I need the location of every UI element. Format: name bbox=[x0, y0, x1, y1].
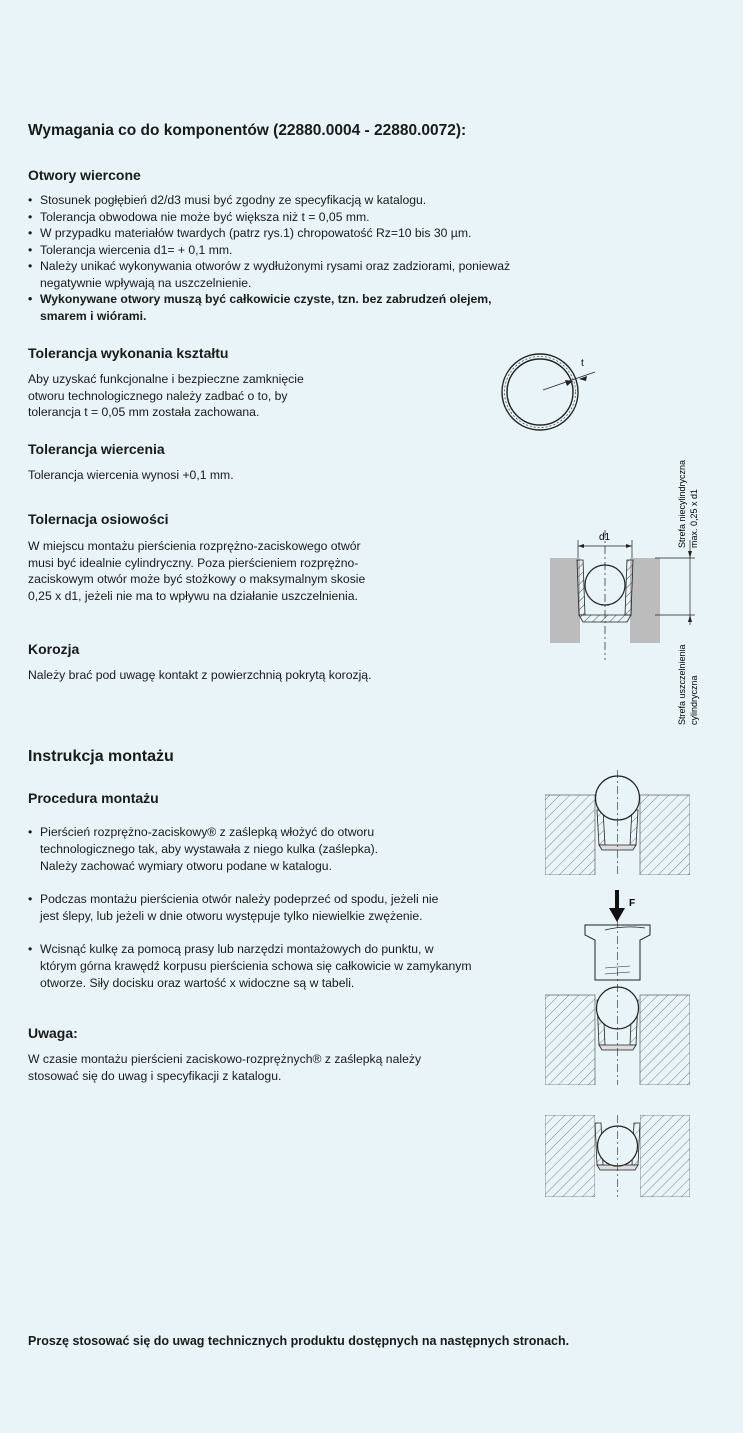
note-heading: Uwaga: bbox=[28, 1025, 78, 1041]
list-item: • Stosunek pogłębień d2/d3 musi być zgodny ze specyfikacją w katalogu. bbox=[28, 192, 548, 209]
holes-heading: Otwory wiercone bbox=[28, 167, 141, 183]
note-text: W czasie montażu pierścieni zaciskowo-rozprężnych® z zaślepką należy stosować się do uwag i specyfikacji z katalogu. bbox=[28, 1052, 422, 1083]
t-label: t bbox=[581, 358, 584, 369]
footer-note: Proszę stosować się do uwag technicznych produktu dostępnych na następnych stronach. bbox=[28, 1334, 570, 1348]
drill-tolerance-text: Tolerancja wiercenia wynosi +0,1 mm. bbox=[28, 468, 234, 482]
max-skew-label: max. 0,25 x d1 bbox=[689, 488, 699, 548]
seal-zone-label: Strefa uszczelnienia bbox=[677, 644, 687, 725]
page-title: Wymagania co do komponentów (22880.0004 - 22880.0072): bbox=[28, 122, 467, 139]
cylindrical-label: cylindryczna bbox=[689, 675, 699, 725]
axial-tolerance-figure bbox=[545, 440, 715, 730]
nonCyl-zone-label: Strefa niecylindryczna bbox=[677, 459, 687, 548]
list-item: • Pierścień rozprężno-zaciskowy® z zaślepką włożyć do otworu technologicznego tak, aby wystawała z niego kulka (zaślepka). Należy zachować wymiary otworu podane w katalogu. bbox=[28, 824, 415, 875]
list-item: • Podczas montażu pierścienia otwór należy podeprzeć od spodu, jeżeli nie jest ślepy, lub jeżeli w dnie otworu występuje tylko niewielkie zwężenie. bbox=[28, 891, 460, 925]
assembly-step2-figure bbox=[545, 890, 690, 1085]
axial-tolerance-heading: Tolernacja osiowości bbox=[28, 511, 169, 527]
d1-label: d1 bbox=[599, 532, 611, 543]
corrosion-heading: Korozja bbox=[28, 641, 80, 657]
procedure-list bbox=[28, 824, 473, 1008]
corrosion-text: Należy brać pod uwagę kontakt z powierzchnią pokrytą korozją. bbox=[28, 668, 372, 682]
axial-tolerance-text: W miejscu montażu pierścienia rozprężno-zaciskowego otwór musi być idealnie cylindryczny. Poza pierścieniem rozprężno-zaciskowym otwór może być stożkowy o maksymalnym skosie 0,25 x d1, jeżeli nie ma to wpływu na działanie uszczelnienia. bbox=[28, 539, 366, 603]
list-item: • W przypadku materiałów twardych (patrz rys.1) chropowatość Rz=10 bis 30 µm. bbox=[28, 225, 548, 242]
shape-tolerance-heading: Tolerancja wykonania kształtu bbox=[28, 345, 229, 361]
drill-tolerance-heading: Tolerancja wiercenia bbox=[28, 441, 165, 457]
assembly-heading: Instrukcja montażu bbox=[28, 748, 174, 765]
shape-tolerance-text: Aby uzyskać funkcjonalne i bezpieczne zamknięcie otworu technologicznego należy zadbać o to, by tolerancja t = 0,05 mm została zachowana. bbox=[28, 372, 304, 419]
assembly-step1-figure bbox=[545, 770, 690, 875]
holes-list bbox=[28, 192, 548, 324]
list-item: • Wcisnąć kulkę za pomocą prasy lub narzędzi montażowych do punktu, w którym górna krawędź korpusu pierścienia schowa się całkowicie w zamykanym otworze. Siły docisku oraz wartość x widoczne są w tabeli. bbox=[28, 941, 473, 992]
list-item: • Tolerancja wiercenia d1= + 0,1 mm. bbox=[28, 242, 548, 259]
circularity-figure bbox=[495, 350, 605, 440]
list-item: • Tolerancja obwodowa nie może być większa niż t = 0,05 mm. bbox=[28, 209, 548, 226]
force-label: F bbox=[629, 898, 636, 909]
procedure-heading: Procedura montażu bbox=[28, 790, 159, 806]
list-item: • Należy unikać wykonywania otworów z wydłużonymi rysami oraz zadziorami, ponieważ negatywnie wpływają na uszczelnienie. bbox=[28, 258, 520, 291]
assembly-step3-figure bbox=[545, 1115, 690, 1197]
list-item: • Wykonywane otwory muszą być całkowicie czyste, tzn. bez zabrudzeń olejem, smarem i wiórami. bbox=[28, 291, 535, 324]
